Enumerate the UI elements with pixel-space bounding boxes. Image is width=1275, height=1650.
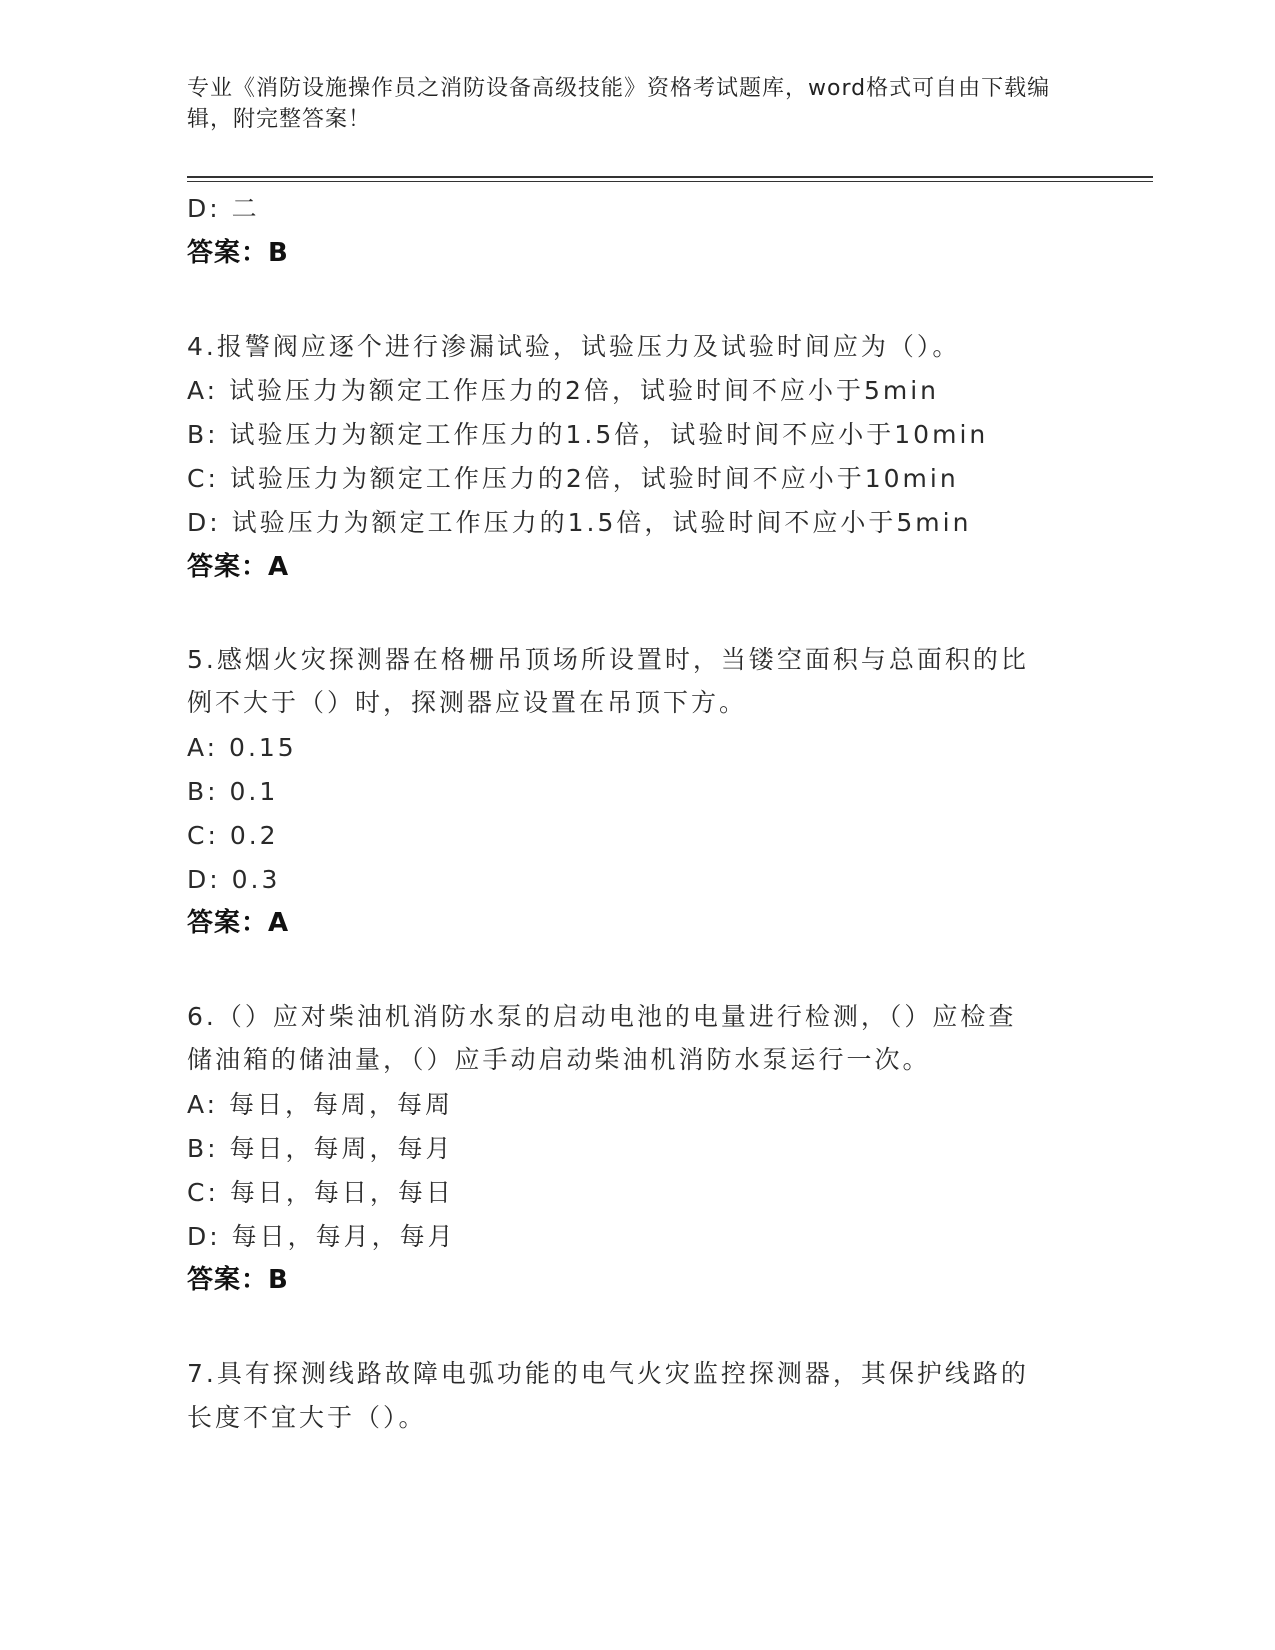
q3-option-d: D: 二 <box>187 194 260 223</box>
header-rule-thin <box>187 181 1153 182</box>
q4-option-c: C: 试验压力为额定工作压力的2倍，试验时间不应小于10min <box>187 464 959 493</box>
q6-stem-line-1: 6.（）应对柴油机消防水泵的启动电池的电量进行检测，（）应检查 <box>187 1002 1017 1031</box>
q6-answer: 答案：B <box>187 1265 289 1295</box>
document-header: 专业《消防设施操作员之消防设备高级技能》资格考试题库，word格式可自由下载编辑，附完整答案！ <box>187 76 1051 132</box>
q5-stem-line-1: 5.感烟火灾探测器在格栅吊顶场所设置时，当镂空面积与总面积的比 <box>187 645 1029 674</box>
q4-option-b: B: 试验压力为额定工作压力的1.5倍，试验时间不应小于10min <box>187 420 989 449</box>
q4-stem: 4.报警阀应逐个进行渗漏试验，试验压力及试验时间应为（）。 <box>187 332 961 361</box>
q5-answer: 答案：A <box>187 908 290 938</box>
q4-option-a: A: 试验压力为额定工作压力的2倍，试验时间不应小于5min <box>187 376 939 405</box>
q4-option-d: D: 试验压力为额定工作压力的1.5倍，试验时间不应小于5min <box>187 508 972 537</box>
q3-answer: 答案：B <box>187 238 289 268</box>
q5-option-a: A: 0.15 <box>187 733 297 762</box>
header-rule-thick <box>187 176 1153 178</box>
q6-option-d: D: 每日，每月，每月 <box>187 1222 456 1251</box>
q7-stem-line-1: 7.具有探测线路故障电弧功能的电气火灾监控探测器，其保护线路的 <box>187 1359 1029 1388</box>
q6-option-c: C: 每日，每日，每日 <box>187 1178 454 1207</box>
q6-stem-line-2: 储油箱的储油量，（）应手动启动柴油机消防水泵运行一次。 <box>187 1045 931 1074</box>
q6-option-b: B: 每日，每周，每月 <box>187 1134 454 1163</box>
q6-option-a: A: 每日，每周，每周 <box>187 1090 454 1119</box>
q5-option-c: C: 0.2 <box>187 821 279 850</box>
q5-option-d: D: 0.3 <box>187 865 281 894</box>
q5-option-b: B: 0.1 <box>187 777 279 806</box>
q7-stem-line-2: 长度不宜大于（）。 <box>187 1403 427 1432</box>
q5-stem-line-2: 例不大于（）时，探测器应设置在吊顶下方。 <box>187 688 748 717</box>
q4-answer: 答案：A <box>187 552 290 582</box>
